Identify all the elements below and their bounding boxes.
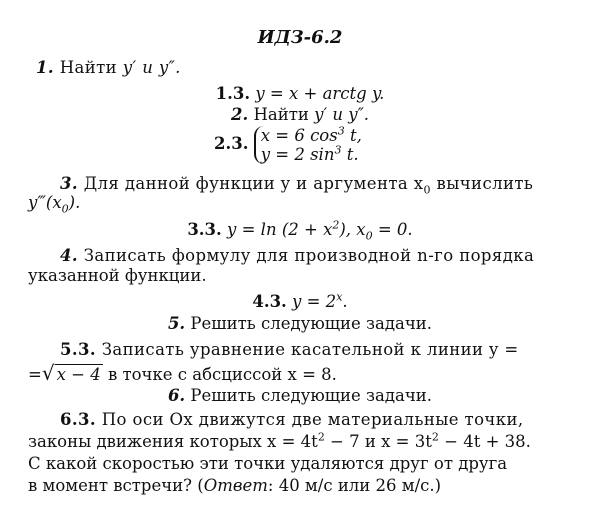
task-2-number: 2. bbox=[230, 105, 249, 124]
item-2-3-equation-x: x = 6 $\cos^3 t$, bbox=[260, 124, 362, 145]
item-6-3-line-3: С какой скоростью эти точки удаляются друг от друга bbox=[28, 454, 508, 473]
item-1-3-formula: y = x + arctg y. bbox=[255, 84, 385, 103]
task-6-number: 6. bbox=[167, 386, 186, 405]
task-2 bbox=[0, 105, 600, 125]
task-1-prompt: Найти bbox=[59, 58, 118, 77]
item-6-3-number: 6.3. bbox=[60, 410, 97, 429]
task-6: 6. Решить следующие задачи. bbox=[167, 386, 433, 405]
item-3-3 bbox=[0, 218, 600, 243]
task-4-number: 4. bbox=[60, 246, 79, 265]
task-3-number: 3. bbox=[60, 174, 79, 193]
task-5: 5. Решить следующие задачи. bbox=[167, 314, 433, 333]
item-4-3-formula: $y = 2^x$. bbox=[292, 290, 348, 311]
item-6-3-line-1: 6.3. По оси Ox движутся две материальные точки, bbox=[60, 410, 524, 429]
task-1 bbox=[36, 58, 181, 78]
item-1-3 bbox=[0, 84, 600, 104]
task-4-line-1: 4. Записать формулу для производной n-го порядка bbox=[60, 246, 535, 265]
item-2-3-number: 2.3. bbox=[214, 134, 249, 153]
item-4-3 bbox=[0, 292, 600, 312]
item-2-3-system bbox=[254, 126, 362, 164]
document-title: ИДЗ-6.2 bbox=[257, 27, 343, 48]
task-2-derivatives: y′ и y″. bbox=[314, 105, 369, 124]
task-2-prompt: Найти bbox=[253, 105, 309, 124]
task-1-number: 1. bbox=[36, 58, 55, 77]
item-5-3-number: 5.3. bbox=[60, 340, 97, 359]
item-3-3-number: 3.3. bbox=[187, 220, 222, 239]
item-6-3-line-4: в момент встречи? (Ответ: 40 м/с или 26 м/с.) bbox=[28, 476, 442, 495]
item-6-3-line-2: законы движения которых $x = 4t^2 - 7$ и $x = 3t^2 - 4t + 38$. bbox=[28, 430, 531, 451]
item-2-3-equation-y: y = 2 $\sin^3 t$. bbox=[260, 143, 359, 164]
task-4-line-2: указанной функции. bbox=[28, 266, 207, 285]
answer-label: Ответ bbox=[203, 476, 268, 495]
item-5-3-line-2: =√ x − 4 в точке с абсциссой x = 8. bbox=[28, 361, 337, 385]
task-1-derivatives: y′ и y″. bbox=[122, 58, 181, 77]
task-3-line-2: $y‴(x_0)$. bbox=[28, 193, 81, 216]
sqrt-radical: √ x − 4 bbox=[41, 361, 101, 385]
task-3-line-1: 3. Для данной функции y и аргумента $x_0$ вычислить bbox=[60, 174, 534, 197]
item-1-3-number: 1.3. bbox=[215, 84, 251, 103]
item-4-3-number: 4.3. bbox=[252, 292, 287, 311]
item-5-3-line-1: 5.3. Записать уравнение касательной к линии y = bbox=[60, 340, 519, 359]
task-5-number: 5. bbox=[167, 314, 186, 333]
item-3-3-formula: $y = \ln (2 + x^2)$, $x_0 = 0$. bbox=[227, 218, 413, 243]
item-2-3 bbox=[214, 124, 362, 164]
